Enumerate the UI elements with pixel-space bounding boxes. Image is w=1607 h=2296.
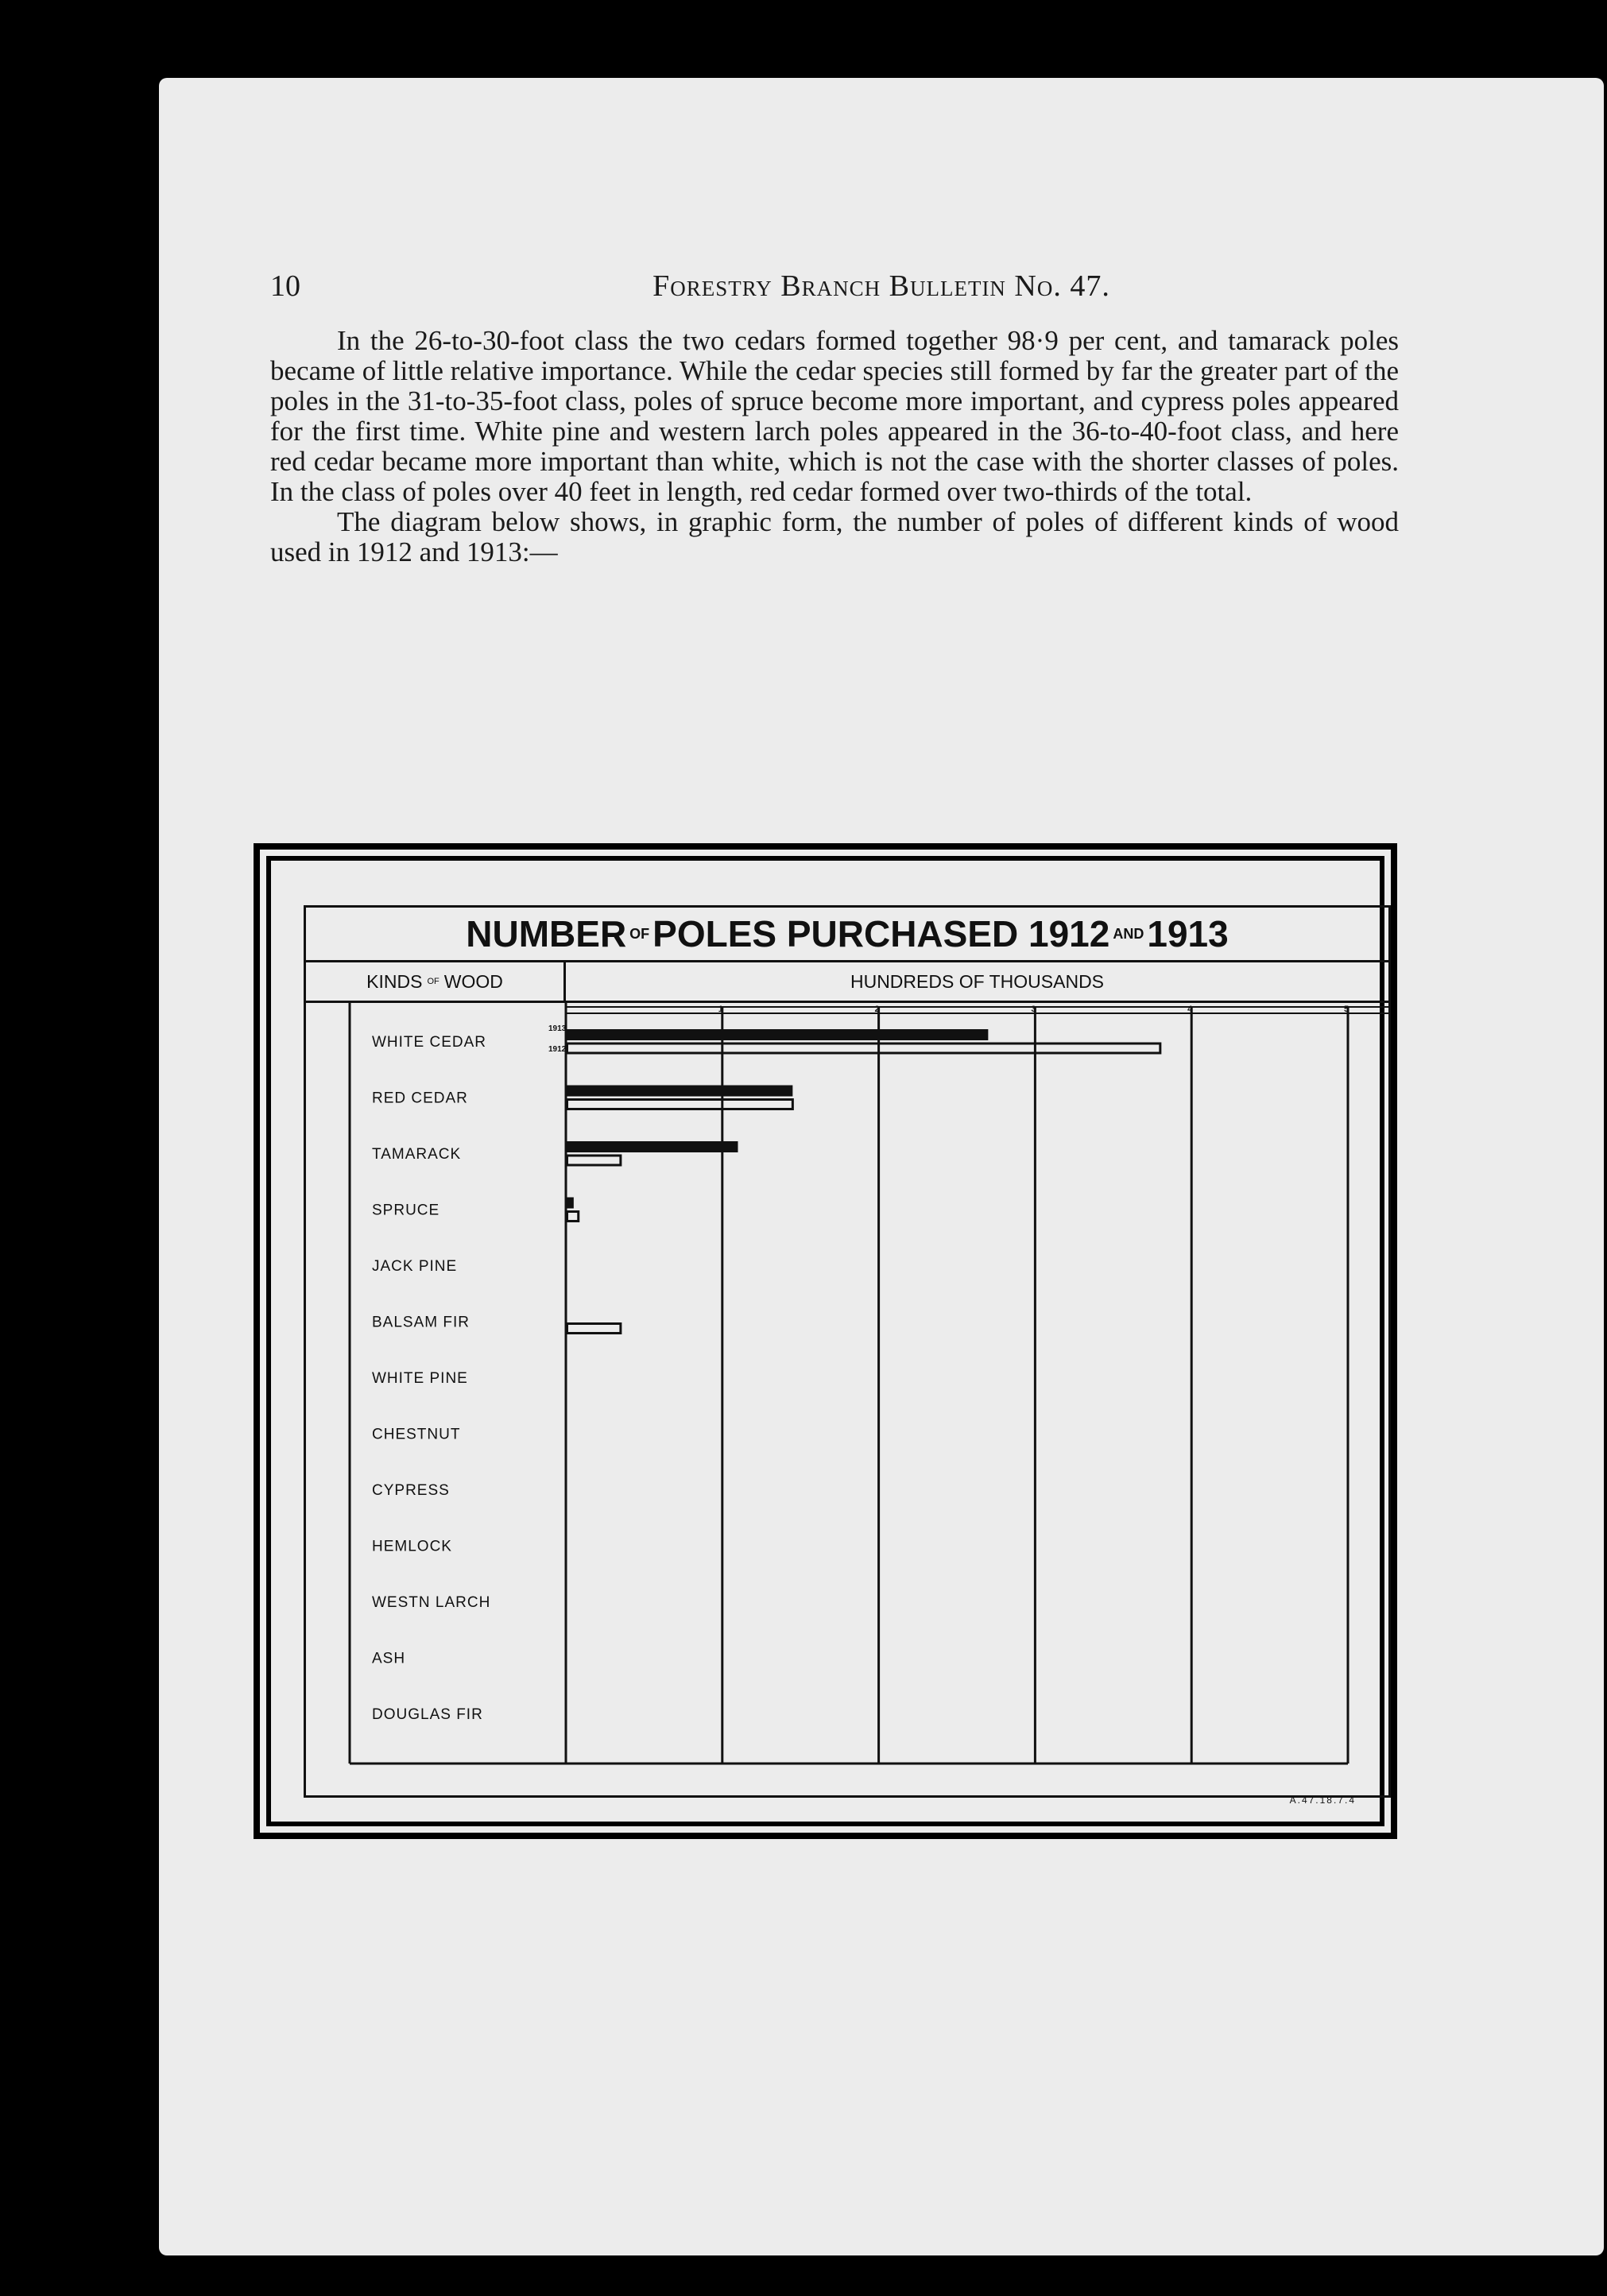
category-label: WESTN LARCH [372,1594,491,1611]
book-page [159,78,1604,2255]
value-axis-header: HUNDREDS OF THOUSANDS [850,970,1105,992]
bar-1912 [567,1324,621,1334]
title-part: POLES PURCHASED 1912 [652,913,1110,954]
bar-chart-plot [306,1001,1388,1795]
category-label: ASH [372,1650,406,1667]
category-label: HEMLOCK [372,1538,452,1555]
title-part: AND [1113,925,1144,942]
x-tick-label: 4 [1187,1005,1193,1014]
paragraph: In the 26-to-30-foot class the two cedars formed together 98·9 per cent, and tamarack poles became of little relative importance. While the cedar species still formed by far the greater part of the poles in the 31-to-35-foot class, poles of spruce become more important, and cypress poles appeared for the first time. White pine and western larch poles appeared in the 36-to-40-foot class, and here red cedar became more important than white, which is not the case with the shorter classes of poles. In the class of poles over 40 feet in length, red cedar formed over two-thirds of the total. [270,325,1399,507]
poles-diagram [254,843,1397,1839]
category-label: WHITE CEDAR [372,1034,486,1051]
chart-title [304,905,1391,960]
category-label: DOUGLAS FIR [372,1706,483,1723]
chart-column-headers [304,960,1391,1003]
x-tick-label: 3 [1031,1005,1036,1014]
bar-1913 [566,1029,988,1040]
title-part: 1913 [1147,913,1229,954]
kinds-of-wood-header: KINDS OF WOOD [306,962,566,1001]
x-tick-label: 5 [1343,1005,1349,1014]
bar-1913 [566,1141,738,1152]
bar-1913 [566,1086,792,1097]
running-header [270,269,1493,304]
category-label: SPRUCE [372,1202,440,1219]
bar-1912 [567,1212,579,1222]
bar-1913 [566,1198,574,1209]
bar-1912 [567,1156,621,1165]
category-label: JACK PINE [372,1258,458,1275]
page-number: 10 [270,269,300,303]
x-tick-label: 2 [874,1005,880,1014]
category-label: TAMARACK [372,1146,462,1163]
title-part: NUMBER [466,913,627,954]
bar-1912 [567,1100,793,1109]
category-label: WHITE PINE [372,1370,468,1387]
code-mark: A.47.18.7.4 [1289,1795,1356,1806]
series-label-1912: 1912 [548,1045,567,1054]
x-tick-label: 1 [718,1005,723,1014]
category-label: BALSAM FIR [372,1314,470,1331]
running-title: Forestry Branch Bulletin No. 47. [652,269,1110,303]
category-label: CHESTNUT [372,1426,461,1443]
series-label-1913: 1913 [548,1024,567,1033]
category-label: CYPRESS [372,1482,450,1499]
bar-1912 [567,1043,1160,1053]
category-label: RED CEDAR [372,1090,468,1107]
body-text [270,326,1399,567]
title-part: OF [629,925,650,942]
chart-plot-frame [304,1001,1391,1798]
paragraph: The diagram below shows, in graphic form, the number of poles of different kinds of wood used in 1912 and 1913:— [270,506,1399,567]
